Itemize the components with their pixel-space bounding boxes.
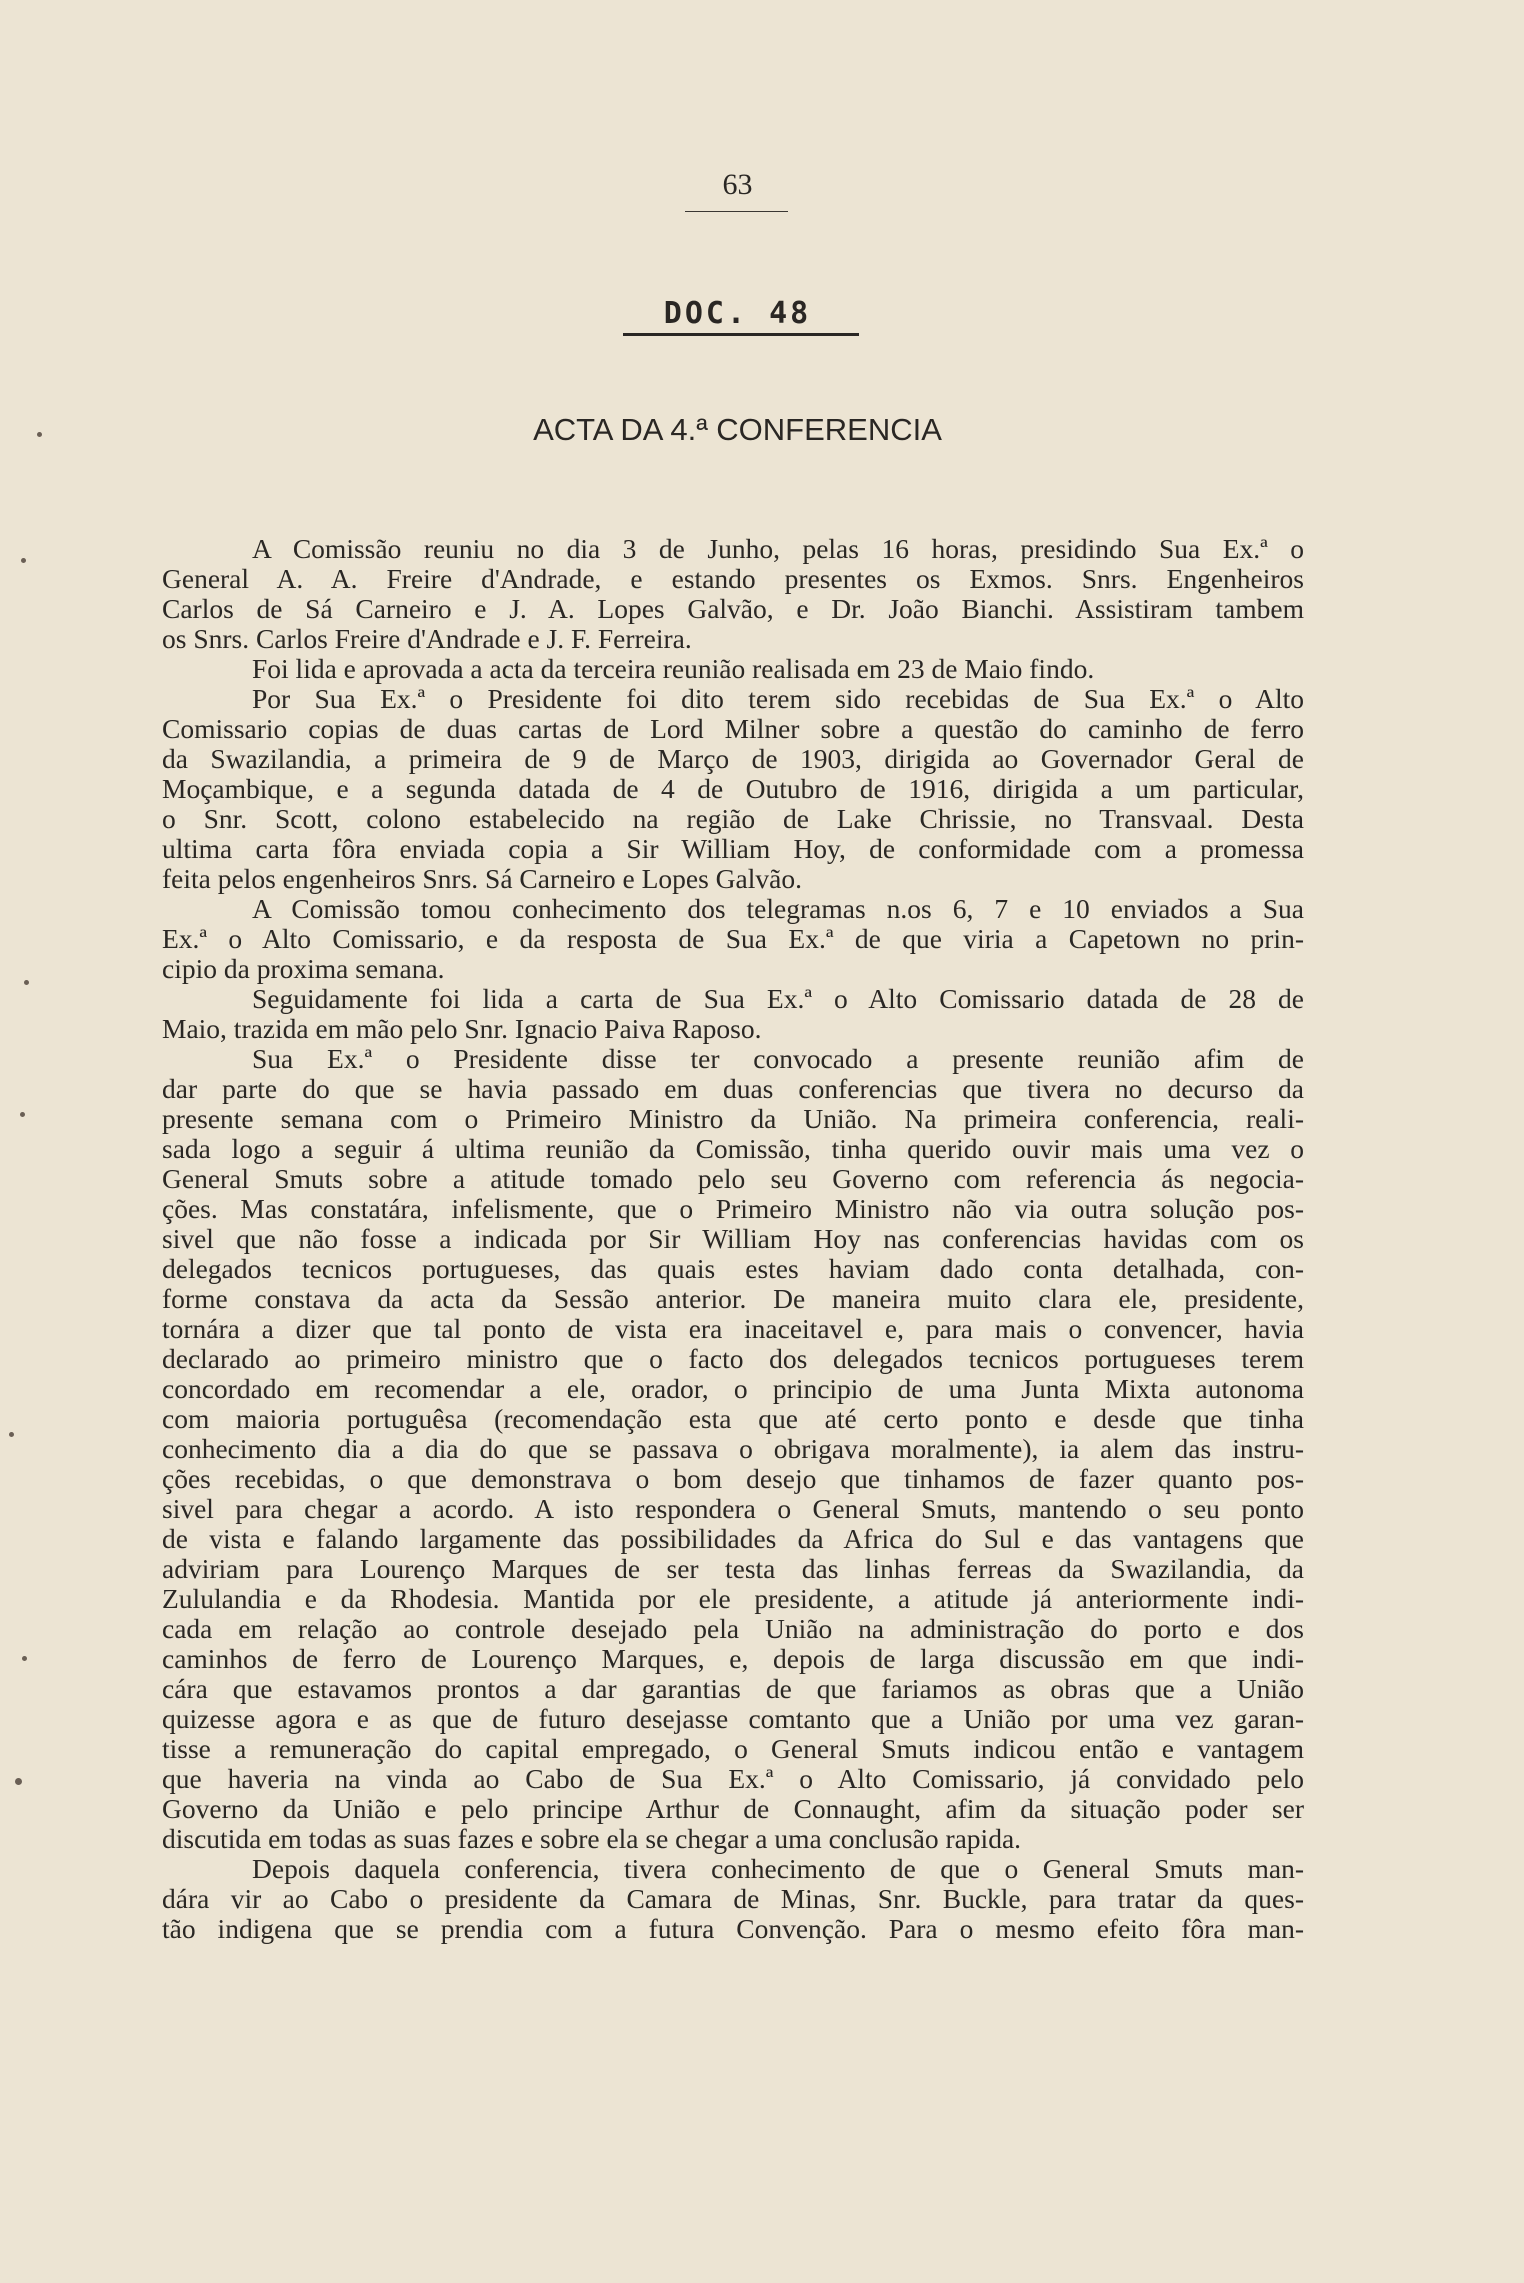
body-line: A Comissão tomou conhecimento dos telegramas n.os 6, 7 e 10 enviados a Sua <box>252 893 1304 924</box>
body-line: Maio, trazida em mão pelo Snr. Ignacio Paiva Raposo. <box>162 1013 762 1044</box>
document-body <box>162 534 1304 1944</box>
margin-mark <box>37 432 42 437</box>
body-line: declarado ao primeiro ministro que o facto dos delegados tecnicos portugueses terem <box>162 1343 1304 1374</box>
body-line: A Comissão reuniu no dia 3 de Junho, pelas 16 horas, presidindo Sua Ex.ª o <box>252 533 1304 564</box>
body-line: discutida em todas as suas fazes e sobre ela se chegar a uma conclusão rapida. <box>162 1823 1022 1854</box>
body-line: que haveria na vinda ao Cabo de Sua Ex.ª o Alto Comissario, já convidado pelo <box>162 1763 1304 1794</box>
body-line: feita pelos engenheiros Snrs. Sá Carneiro e Lopes Galvão. <box>162 863 802 894</box>
body-line: conhecimento dia a dia do que se passava o obrigava moralmente), ia alem das instru- <box>162 1433 1304 1464</box>
body-line: os Snrs. Carlos Freire d'Andrade e J. F. Ferreira. <box>162 623 692 654</box>
document-label: DOC. 48 <box>663 296 812 331</box>
body-line: ultima carta fôra enviada copia a Sir William Hoy, de conformidade com a promessa <box>162 833 1304 864</box>
body-line: Depois daquela conferencia, tivera conhecimento de que o General Smuts man- <box>252 1853 1304 1884</box>
body-line: quizesse agora e as que de futuro desejasse comtanto que a União por uma vez garan- <box>162 1703 1304 1734</box>
body-line: sada logo a seguir á ultima reunião da Comissão, tinha querido ouvir mais uma vez o <box>162 1133 1304 1164</box>
page-number: 63 <box>722 168 753 201</box>
body-line: de vista e falando largamente das possibilidades da Africa do Sul e das vantagens que <box>162 1523 1304 1554</box>
body-line: da Swazilandia, a primeira de 9 de Março de 1903, dirigida ao Governador Geral de <box>162 743 1304 774</box>
body-line: ções recebidas, o que demonstrava o bom desejo que tinhamos de fazer quanto pos- <box>162 1463 1304 1494</box>
body-line: Por Sua Ex.ª o Presidente foi dito terem sido recebidas de Sua Ex.ª o Alto <box>252 683 1304 714</box>
body-line: sivel que não fosse a indicada por Sir William Hoy nas conferencias havidas com os <box>162 1223 1304 1254</box>
body-line: delegados tecnicos portugueses, das quais estes haviam dado conta detalhada, con- <box>162 1253 1304 1284</box>
body-line: dára vir ao Cabo o presidente da Camara de Minas, Snr. Buckle, para tratar da ques- <box>162 1883 1304 1914</box>
body-line: cada em relação ao controle desejado pela União na administração do porto e dos <box>162 1613 1304 1644</box>
body-line: cára que estavamos prontos a dar garantias de que fariamos as obras que a União <box>162 1673 1304 1704</box>
body-line: dar parte do que se havia passado em duas conferencias que tivera no decurso da <box>162 1073 1304 1104</box>
body-line: Zululandia e da Rhodesia. Mantida por ele presidente, a atitude já anteriormente indi- <box>162 1583 1304 1614</box>
body-line: tornára a dizer que tal ponto de vista era inaceitavel e, para mais o convencer, havia <box>162 1313 1304 1344</box>
body-line: caminhos de ferro de Lourenço Marques, e, depois de larga discussão em que indi- <box>162 1643 1304 1674</box>
document-title: ACTA DA 4.ª CONFERENCIA <box>533 412 942 447</box>
body-line: Moçambique, e a segunda datada de 4 de Outubro de 1916, dirigida a um particular, <box>162 773 1304 804</box>
margin-mark <box>15 1778 22 1785</box>
body-line: Comissario copias de duas cartas de Lord Milner sobre a questão do caminho de ferro <box>162 713 1304 744</box>
body-line: General A. A. Freire d'Andrade, e estando presentes os Exmos. Snrs. Engenheiros <box>162 563 1304 594</box>
margin-mark <box>21 558 26 563</box>
body-line: sivel para chegar a acordo. A isto respondera o General Smuts, mantendo o seu ponto <box>162 1493 1304 1524</box>
body-line: presente semana com o Primeiro Ministro da União. Na primeira conferencia, reali- <box>162 1103 1304 1134</box>
margin-mark <box>22 1656 27 1661</box>
body-line: adviriam para Lourenço Marques de ser testa das linhas ferreas da Swazilandia, da <box>162 1553 1304 1584</box>
body-line: Governo da União e pelo principe Arthur de Connaught, afim da situação poder ser <box>162 1793 1304 1824</box>
body-line: Ex.ª o Alto Comissario, e da resposta de Sua Ex.ª de que viria a Capetown no prin- <box>162 923 1304 954</box>
margin-mark <box>24 980 29 985</box>
body-line: concordado em recomendar a ele, orador, o principio de uma Junta Mixta autonoma <box>162 1373 1304 1404</box>
body-line: Foi lida e aprovada a acta da terceira reunião realisada em 23 de Maio findo. <box>252 653 1095 684</box>
body-line: forme constava da acta da Sessão anterior. De maneira muito clara ele, presidente, <box>162 1283 1304 1314</box>
margin-mark <box>9 1432 14 1437</box>
body-line: tão indigena que se prendia com a futura Convenção. Para o mesmo efeito fôra man- <box>162 1913 1304 1944</box>
body-line: com maioria portuguêsa (recomendação esta que até certo ponto e desde que tinha <box>162 1403 1304 1434</box>
body-line: ções. Mas constatára, infelismente, que o Primeiro Ministro não via outra solução pos- <box>162 1193 1304 1224</box>
body-line: tisse a remuneração do capital empregado, o General Smuts indicou então e vantagem <box>162 1733 1304 1764</box>
document-label-underline <box>623 333 859 336</box>
body-line: Sua Ex.ª o Presidente disse ter convocado a presente reunião afim de <box>252 1043 1304 1074</box>
body-line: General Smuts sobre a atitude tomado pelo seu Governo com referencia ás negocia- <box>162 1163 1304 1194</box>
body-line: o Snr. Scott, colono estabelecido na região de Lake Chrissie, no Transvaal. Desta <box>162 803 1304 834</box>
body-line: cipio da proxima semana. <box>162 953 445 984</box>
body-line: Carlos de Sá Carneiro e J. A. Lopes Galvão, e Dr. João Bianchi. Assistiram tambem <box>162 593 1304 624</box>
body-line: Seguidamente foi lida a carta de Sua Ex.ª o Alto Comissario datada de 28 de <box>252 983 1304 1014</box>
margin-mark <box>20 1112 25 1117</box>
page-number-rule <box>685 211 788 212</box>
